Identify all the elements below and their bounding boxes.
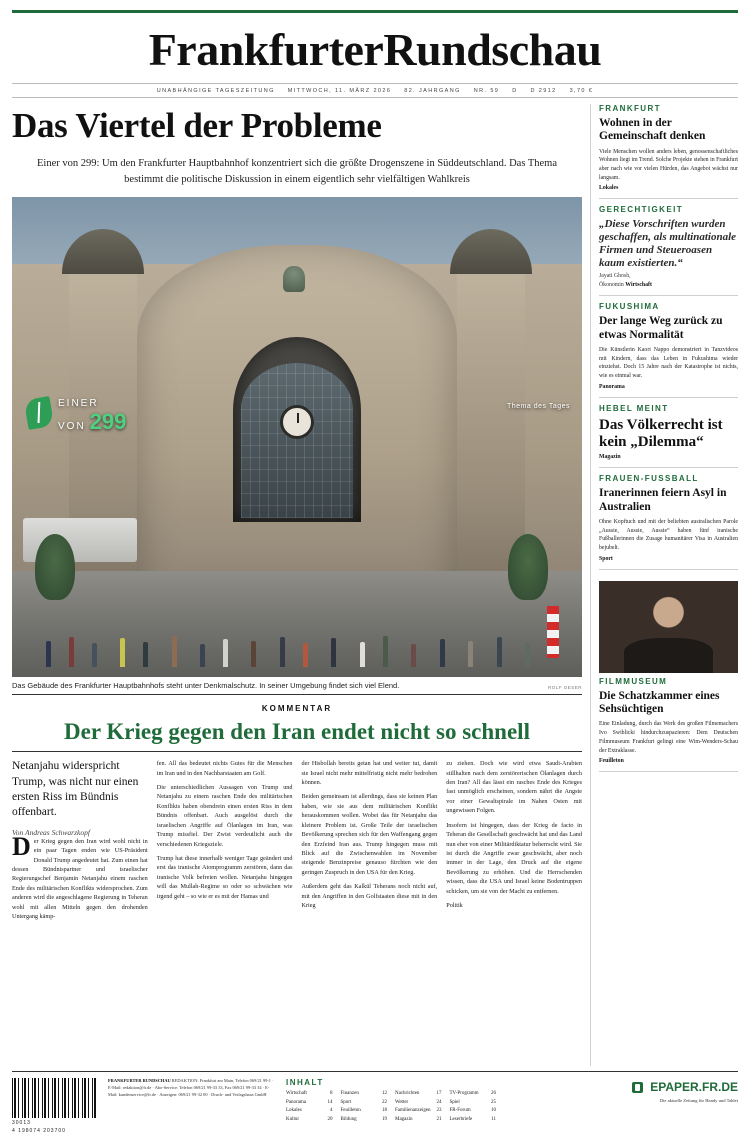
photo-caption [12, 677, 582, 695]
rail-item-frankfurt[interactable] [599, 104, 738, 199]
paragraph: der Hisbollah bereits getan hat und weiter tut, damit sie Israel nicht mehr mittelfristig nicht mehr bedrohen können. [301, 760, 438, 786]
barcode-digits: 4 198074 203700 [12, 1128, 66, 1134]
list-item[interactable] [341, 1107, 388, 1116]
toc-page: 23 [436, 1108, 442, 1113]
paragraph: Der Krieg gegen den Iran wird wohl nicht in ein paar Tagen enden wie US-Präsident Donald Trump angedeutet hat. Zum einen hat dessen Bündnispartner und israelischer Regierungschef Benjamin Netanjahu einem raschen Ende des militärischen Konflikts widersprochen. Zum anderen wird die angeschlagene Regierung in Teheran wohl mit allen Mitteln gegen den drohenden Untergang kämp- [12, 831, 148, 921]
rail-headline: Iranerinnen feiern Asyl in Australien [599, 487, 727, 513]
badge-line-1: EINER [58, 397, 99, 409]
rail-item-fukushima[interactable] [599, 296, 738, 397]
toc-page: 14 [327, 1099, 333, 1105]
toc-label: Wirtschaft [286, 1091, 307, 1096]
toc-page: 11 [491, 1116, 496, 1122]
rail-headline: Der lange Weg zurück zu etwas Normalität [599, 315, 723, 341]
list-item[interactable] [450, 1107, 497, 1116]
masthead-issue: NR. 59 [473, 88, 500, 94]
rail-quote: „Diese Vorschriften wurden geschaffen, als multinationale Firmen und Steueroasen kaum existierten.“ [599, 218, 737, 269]
rail-ressort[interactable]: Feuilleton [599, 758, 624, 765]
inhalt-column-2 [341, 1090, 388, 1124]
toc-page: 22 [382, 1099, 387, 1105]
toc-label: Panorama [286, 1099, 306, 1105]
badge-line-2-small: VON [58, 420, 86, 432]
badge-line-2-big: 299 [89, 408, 127, 434]
rail-kicker: HEBEL MEINT [599, 403, 669, 413]
paragraph: Beiden gemeinsam ist allerdings, dass sie keinen Plan haben, wie sie aus dem militärischen Konflikt herauskommen wollen. Wobei das für Netanjahu das kleinere Problem ist. Große Teile der israelischen Bevölkerung sprechen sich für den Waffengang gegen den Erzfeind Iran aus. Trump hingegen muss mit Blick auf die Zwischenwahlen im November steigende Benzinpreise genauso fürchten wie den geringen Zuspruch in den USA für den Krieg. [301, 793, 438, 876]
masthead-price: 3,70 € [569, 88, 594, 94]
portrait-photo [599, 581, 738, 673]
rail-quote-source: Jayati Ghosh, [599, 273, 631, 280]
paragraph: Insofern ist hingegen, dass der Krieg de facto in Teheran die Gesellschaft geschwächt hat und das Land nun eher von einer Militärdiktatur beherrscht wird. Sie ist durch die Angriffe zwar geschwächt, aber noch immer in der Lage, den Druck auf die eigene Bevölkerung zu erhöhen. Und die Herrschenden wissen, dass die USA und Israel keine Bodentruppen schicken, um sie von der Macht zu entfernen. [446, 821, 582, 895]
toc-label: Familienanzeigen [395, 1108, 431, 1113]
table-of-contents [286, 1078, 496, 1124]
rail-headline: Die Schatzkammer eines Sehsüchtigen [599, 689, 720, 716]
inhalt-title: INHALT [286, 1078, 324, 1087]
kommentar-lead: Netanjahu widerspricht Trump, was nicht nur einen ersten Riss im Bündnis offenbart. [12, 760, 139, 819]
imprint-text: REDAKTION: Frankfurt am Main, Telefon 069/21 99-1 · E-Mail: redaktion@fr.de · Abo-Service: Telefon 069/21 99-33 33, Fax 069/21 99-33 34 · E-Mail: kundenservice@fr.de · Anzeigen: 069/21 99-32 00 · Druck- und Verlagshaus GmbH [108, 1078, 274, 1097]
rail-ressort[interactable]: Lokales [599, 185, 619, 192]
masthead [12, 10, 738, 98]
kommentar-column-1 [12, 759, 148, 926]
list-item[interactable] [450, 1116, 497, 1125]
leaf-icon [24, 396, 55, 430]
kommentar-byline: Von Andreas Schwarzkopf [12, 827, 90, 837]
list-item[interactable] [341, 1116, 388, 1125]
inhalt-column-1 [286, 1090, 333, 1124]
toc-page: 17 [436, 1091, 442, 1096]
epaper-url[interactable]: EPAPER.FR.DE [650, 1080, 738, 1094]
list-item[interactable] [395, 1107, 442, 1116]
toc-page: 21 [436, 1116, 442, 1122]
rail-item-gerechtigkeit[interactable] [599, 199, 738, 296]
masthead-tagline: UNABHÄNGIGE TAGESZEITUNG [156, 88, 275, 94]
inhalt-column-3 [395, 1090, 442, 1124]
rail-item-hebel-meint[interactable] [599, 398, 738, 469]
kommentar-column-3 [302, 759, 438, 926]
list-item[interactable] [395, 1090, 442, 1099]
station-clock-icon [280, 405, 314, 439]
list-item[interactable] [286, 1107, 333, 1116]
toc-label: TV-Programm [449, 1091, 479, 1096]
rail-item-filmmuseum[interactable] [599, 570, 738, 772]
toc-page: 25 [491, 1099, 496, 1105]
photo-station-center [137, 245, 456, 600]
list-item[interactable] [286, 1116, 333, 1125]
list-item[interactable] [395, 1099, 442, 1108]
imprint [108, 1078, 276, 1098]
masthead-region: D [512, 88, 518, 94]
barcode-block [12, 1078, 98, 1134]
photo-crowd [12, 586, 582, 668]
inhalt-grid [286, 1090, 496, 1124]
paragraph: fen. All das bedeutet nichts Gutes für die Menschen im Iran und in den Nachbarstaaten am Golf. [156, 760, 293, 777]
rail-kicker: FILMMUSEUM [599, 676, 668, 686]
toc-label: FR-Forum [449, 1108, 471, 1113]
toc-page: 18 [382, 1108, 387, 1113]
toc-label: Sport [340, 1099, 352, 1105]
page-footer [12, 1071, 738, 1133]
barcode [12, 1078, 98, 1118]
toc-page: 19 [382, 1116, 387, 1122]
lead-photo [12, 197, 582, 677]
masthead-subline [12, 83, 738, 98]
list-item[interactable] [286, 1099, 333, 1108]
rail-ressort[interactable]: Sport [599, 555, 613, 562]
barcode-number: 30013 [12, 1120, 31, 1126]
paragraph: Außerdem geht das Kalkül Teherans noch nicht auf, mit den Angriffen in den Golfstaaten diese mit in den Krieg [301, 883, 438, 910]
toc-page: 12 [382, 1091, 387, 1096]
paragraph: Politik [446, 902, 463, 910]
toc-label: Leserbriefe [449, 1116, 473, 1122]
rail-kicker: FUKUSHIMA [599, 302, 660, 312]
rail-kicker: FRANKFURT [599, 104, 661, 113]
lead-deck: Einer von 299: Um den Frankfurter Hauptbahnhof konzentriert sich die größte Drogenszene in Süddeutschland. Das Thema bestimmt die politische Diskussion in einem eigentlich sehr vielfältigen Wahlkreis [37, 158, 557, 185]
toc-page: 24 [436, 1099, 442, 1105]
epaper-icon [632, 1082, 643, 1093]
toc-label: Finanzen [340, 1091, 359, 1096]
toc-label: Kultur [286, 1116, 300, 1122]
rail-kicker: FRAUEN-FUSSBALL [599, 474, 699, 484]
right-rail [590, 104, 738, 1066]
toc-page: 4 [330, 1108, 333, 1113]
masthead-date: MITTWOCH, 11. MÄRZ 2026 [287, 88, 392, 94]
rail-ressort[interactable]: Magazin [599, 454, 621, 461]
photo-atlas-statue [283, 266, 305, 292]
list-item[interactable] [395, 1116, 442, 1125]
main-column [12, 104, 590, 1066]
photo-credit: ROLF OESER [547, 684, 582, 690]
photo-caption-text: Das Gebäude des Frankfurter Hauptbahnhofs steht unter Denkmalschutz. In seiner Umgebung findet sich viel Elend. [12, 680, 400, 690]
rail-text: Die Künstlerin Kaori Nappo demonstriert in Tanzvideos mit Kindern, dass das Leben in Fukushima wieder einziehst. Doch 15 Jahre nach der Katastrophe ist nichts, wie es einmal war. [599, 347, 738, 380]
toc-page: 10 [491, 1108, 496, 1113]
paragraph: Die unterschiedlichen Aussagen von Trump und Netanjahu zu einem raschen Ende des militärischen Konflikts haben obendrein einen ersten Riss in dem Bündnis offenbart. Auch ausgelöst durch die israelischen Angriffe auf Ölanlagen im Iran, was Trump missfiel. Der Zwist verdeutlicht auch die verschiedenen Kriegsziele. [156, 783, 293, 848]
list-item[interactable] [450, 1099, 497, 1108]
kommentar-column-2 [157, 759, 293, 926]
toc-label: Feuilleton [340, 1108, 361, 1113]
list-item[interactable] [341, 1090, 388, 1099]
photo-tower-right [457, 264, 525, 581]
list-item[interactable] [450, 1090, 497, 1099]
lead-headline: Das Viertel der Probleme [12, 106, 382, 145]
toc-label: Nachrichten [395, 1091, 420, 1096]
rail-quote-role: Ökonomin [599, 282, 624, 289]
einer-von-299-badge [26, 393, 126, 434]
masthead-title: FrankfurterRundschau [148, 24, 602, 75]
page-columns [12, 104, 738, 1066]
rail-ressort[interactable]: Panorama [599, 383, 625, 390]
list-item[interactable] [341, 1099, 388, 1108]
photo-arch-glazing [241, 363, 353, 518]
toc-page: 8 [330, 1091, 333, 1096]
imprint-title: FRANKFURTER RUNDSCHAU [108, 1078, 171, 1083]
photo-topic-tag: Thema des Tages [506, 402, 570, 410]
list-item[interactable] [286, 1090, 333, 1099]
epaper-subtitle: Die aktuelle Zeitung für Handy und Tablet [659, 1098, 738, 1103]
paragraph: zu ziehen. Doch wie wird etwa Saudi-Arabien stillhalten nach dem zerstörerischen Ölanlagen durch den Iran? All das lässt ein rasches Ende des Krieges fast unmöglich erscheinen, sondern nährt die Angste vor einer Gewaltspirale im Nahen Osten mit ungewissen Folgen. [446, 760, 582, 815]
toc-label: Lokales [286, 1108, 302, 1113]
rail-headline: Wohnen in der Gemeinschaft denken [599, 117, 706, 143]
rail-text: Ohne Kopftuch und mit der beliebten australischen Parole „Aussie, Aussie, Aussie“ haben fünf iranische Fußballerinnen die Zusage humanitärer Visa in Australien bejubelt. [599, 519, 738, 552]
masthead-code: D 2912 [530, 88, 557, 94]
rail-item-frauen-fussball[interactable] [599, 468, 738, 569]
kommentar-label: KOMMENTAR [261, 703, 333, 713]
masthead-volume: 82. JAHRGANG [404, 88, 461, 94]
rail-kicker: GERECHTIGKEIT [599, 205, 683, 215]
toc-label: Bildung [340, 1116, 357, 1122]
kommentar-headline: Der Krieg gegen den Iran endet nicht so schnell [12, 719, 582, 752]
inhalt-column-4 [450, 1090, 497, 1124]
kommentar-body [12, 759, 582, 926]
toc-label: Magazin [395, 1116, 413, 1122]
toc-label: Wetter [395, 1099, 409, 1105]
toc-label: Spiel [449, 1099, 460, 1105]
toc-page: 20 [327, 1116, 333, 1122]
toc-page: 26 [491, 1091, 496, 1096]
rail-text: Eine Einladung, durch das Werk des großen Filmemachers Ivo Swiblicki hindurchzuspazieren: Dem Deutschen Filmmuseum Frankfurt gelingt eine Wim-Wenders-Schau der Extraklasse. [599, 721, 738, 754]
rail-ressort[interactable]: Wirtschaft [625, 282, 652, 289]
kommentar-column-4 [446, 759, 582, 926]
paragraph: Trump hat diese innerhalb weniger Tage geändert und erst das iranische Atomprogramm zerstören, dann das iranische Volk befreien wollen. Netanjahu hingegen will das Mullah-Regime so oder so schwächen wie irgend geht – so wie er es mit der Hamas und [156, 854, 293, 900]
epaper-promo[interactable] [632, 1078, 738, 1105]
rail-text: Viele Menschen wollen anders leben, genossenschaftliches Wohnen liegt im Trend. Solche Projekte stehen in Frankfurt aber nach wie vor vielen Hürden, das Angebot wächst nur langsam. [599, 148, 738, 181]
rail-headline: Das Völkerrecht ist kein „Dilemma“ [599, 416, 723, 450]
